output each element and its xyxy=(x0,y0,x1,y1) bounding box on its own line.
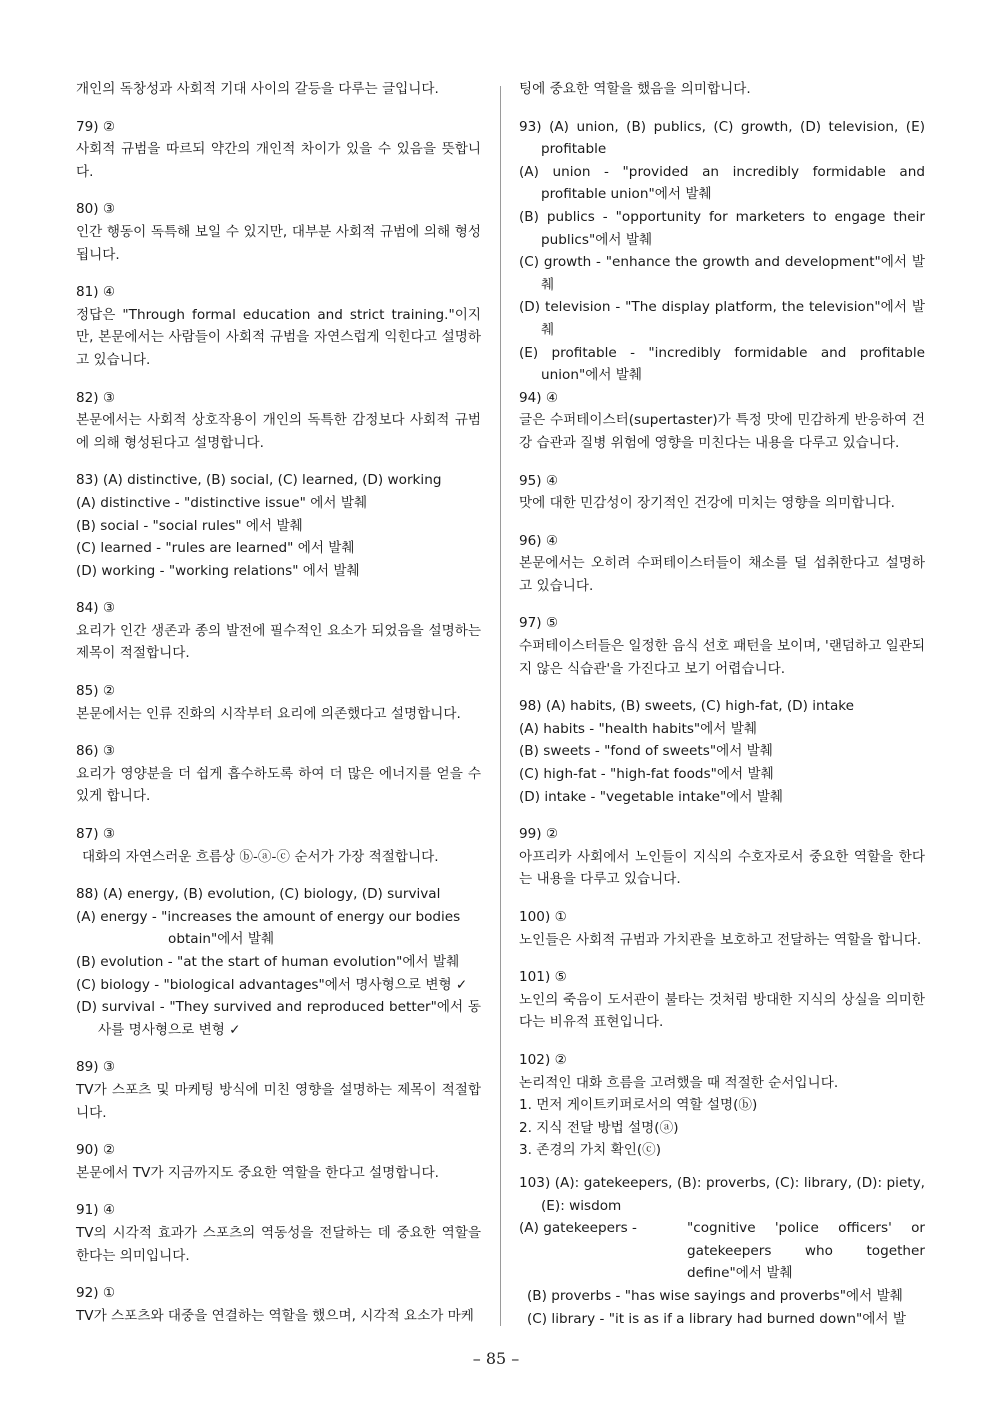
answer-88-a: (A) energy - "increases the amount of energy our bodies xyxy=(76,908,461,925)
answer-96-heading: 96) ④ xyxy=(519,532,559,549)
answer-100-heading: 100) ① xyxy=(519,909,567,925)
answer-103-b: (B) proverbs - "has wise sayings and proverbs"에서 발췌 xyxy=(527,1287,903,1304)
answer-99-text: 아프리카 사회에서 노인들이 지식의 수호자로서 중요한 역할을 한다는 내용을 다루고 있습니다. xyxy=(519,848,925,888)
answer-95-heading: 95) ④ xyxy=(519,472,559,489)
answer-98-d: (D) intake - "vegetable intake"에서 발췌 xyxy=(519,788,784,805)
right-column xyxy=(519,78,925,1330)
answer-87-heading: 87) ③ xyxy=(76,826,116,843)
answer-86-text: 요리가 영양분을 더 쉽게 흡수하도록 하여 더 많은 에너지를 얻을 수 있게 합니다. xyxy=(76,765,481,805)
answer-83-d: (D) working - "working relations" 에서 발췌 xyxy=(76,562,360,579)
answer-98-b: (B) sweets - "fond of sweets"에서 발췌 xyxy=(519,743,773,760)
answer-98-heading: 98) (A) habits, (B) sweets, (C) high-fat, (D) intake xyxy=(519,698,855,715)
answer-96-text: 본문에서는 오히려 수퍼테이스터들이 채소를 덜 섭취한다고 설명하고 있습니다. xyxy=(519,555,925,594)
answer-83-b: (B) social - "social rules" 에서 발췌 xyxy=(76,517,303,534)
answer-91-heading: 91) ④ xyxy=(76,1202,116,1219)
answer-98-c: (C) high-fat - "high-fat foods"에서 발췌 xyxy=(519,766,774,783)
answer-102-step-2: 2. 지식 전달 방법 설명(ⓐ) xyxy=(519,1119,679,1136)
answer-97-heading: 97) ⑤ xyxy=(519,615,559,632)
answer-86-heading: 86) ③ xyxy=(76,743,116,760)
answer-103-heading: 103) (A): gatekeepers, (B): proverbs, (C): library, (D): piety, (E): wisdom xyxy=(519,1174,925,1214)
answer-87-text: 대화의 자연스러운 흐름상 ⓑ-ⓐ-ⓒ 순서가 가장 적절합니다. xyxy=(82,848,439,865)
answer-80-heading: 80) ③ xyxy=(76,201,116,218)
answer-92-text: TV가 스포츠와 대중을 연결하는 역할을 했으며, 시각적 요소가 마케 xyxy=(76,1307,474,1324)
column-divider xyxy=(500,86,501,1326)
answer-79-text: 사회적 규범을 따르되 약간의 개인적 차이가 있을 수 있음을 뜻합니다. xyxy=(76,141,481,180)
answer-93-c: (C) growth - "enhance the growth and development"에서 발췌 xyxy=(519,254,925,293)
answer-89-text: TV가 스포츠 및 마케팅 방식에 미친 영향을 설명하는 제목이 적절합니다. xyxy=(76,1081,481,1121)
answer-79-heading: 79) ② xyxy=(76,118,116,135)
answer-93-e: (E) profitable - "incredibly formidable and profitable union"에서 발췌 xyxy=(519,344,925,384)
answer-95-text: 맛에 대한 민감성이 장기적인 건강에 미치는 영향을 의미합니다. xyxy=(519,495,895,512)
answer-83-a: (A) distinctive - "distinctive issue" 에서 발췌 xyxy=(76,494,368,511)
answer-88-heading: 88) (A) energy, (B) evolution, (C) biology, (D) survival xyxy=(76,886,441,903)
answer-90-text: 본문에서 TV가 지금까지도 중요한 역할을 한다고 설명합니다. xyxy=(76,1164,440,1181)
answer-81-heading: 81) ④ xyxy=(76,284,116,301)
answer-88-b: (B) evolution - "at the start of human evolution"에서 발췌 xyxy=(76,954,460,970)
answer-91-text: TV의 시각적 효과가 스포츠의 역동성을 전달하는 데 중요한 역할을 한다는 의미입니다. xyxy=(76,1224,481,1264)
answer-88-a-cont: obtain"에서 발췌 xyxy=(168,931,275,948)
answer-98-a: (A) habits - "health habits"에서 발췌 xyxy=(519,720,758,737)
answer-101-text: 노인의 죽음이 도서관이 불타는 것처럼 방대한 지식의 상실을 의미한다는 비유적 표현입니다. xyxy=(519,991,925,1031)
answer-84-text: 요리가 인간 생존과 종의 발전에 필수적인 요소가 되었음을 설명하는 제목이 적절합니다. xyxy=(76,622,481,662)
answer-90-heading: 90) ② xyxy=(76,1142,116,1159)
answer-92-heading: 92) ① xyxy=(76,1285,116,1302)
answer-102-step-3: 3. 존경의 가치 확인(ⓒ) xyxy=(519,1142,662,1159)
answer-83-c: (C) learned - "rules are learned" 에서 발췌 xyxy=(76,540,355,557)
answer-103-a-row xyxy=(519,1217,925,1285)
answer-93-d: (D) television - "The display platform, the television"에서 발췌 xyxy=(519,299,925,338)
answer-102-heading: 102) ② xyxy=(519,1051,567,1068)
answer-88-d: (D) survival - "They survived and reproduced better"에서 동사를 명사형으로 변형 ✓ xyxy=(76,999,481,1038)
answer-103-a-value: "cognitive 'police officers' or gatekeepers who together define"에서 발췌 xyxy=(687,1220,925,1282)
answer-100-text: 노인들은 사회적 규범과 가치관을 보호하고 전달하는 역할을 합니다. xyxy=(519,931,922,948)
answer-94-text: 글은 수퍼테이스터(supertaster)가 특정 맛에 민감하게 반응하여 건강 습관과 질병 위험에 영향을 미친다는 내용을 다루고 있습니다. xyxy=(519,412,925,451)
answer-93-heading: 93) (A) union, (B) publics, (C) growth, (D) television, (E) profitable xyxy=(519,118,925,158)
left-column xyxy=(76,78,481,1327)
page-number: – 85 – xyxy=(472,1349,520,1368)
answer-94-heading: 94) ④ xyxy=(519,389,559,406)
answer-93-b: (B) publics - "opportunity for marketers to engage their publics"에서 발췌 xyxy=(519,208,925,248)
answer-93-a: (A) union - "provided an incredibly formidable and profitable union"에서 발췌 xyxy=(519,163,925,203)
answer-85-text: 본문에서는 인류 진화의 시작부터 요리에 의존했다고 설명합니다. xyxy=(76,705,461,722)
answer-84-heading: 84) ③ xyxy=(76,600,116,617)
answer-83-heading: 83) (A) distinctive, (B) social, (C) learned, (D) working xyxy=(76,472,442,489)
answer-97-text: 수퍼테이스터들은 일정한 음식 선호 패턴을 보이며, '랜덤하고 일관되지 않은 식습관'을 가진다고 보기 어렵습니다. xyxy=(519,638,925,677)
answer-101-heading: 101) ⑤ xyxy=(519,969,567,986)
answer-92-continued: 팅에 중요한 역할을 했음을 의미합니다. xyxy=(519,81,751,97)
answer-82-text: 본문에서는 사회적 상호작용이 개인의 독특한 감정보다 사회적 규범에 의해 형성된다고 설명합니다. xyxy=(76,412,481,451)
answer-103-c: (C) library - "it is as if a library had burned down"에서 발 xyxy=(527,1310,906,1327)
answer-103-a-key: (A) gatekeepers - xyxy=(519,1220,637,1237)
answer-102-step-1: 1. 먼저 게이트키퍼로서의 역할 설명(ⓑ) xyxy=(519,1097,758,1114)
answer-82-heading: 82) ③ xyxy=(76,389,116,406)
answer-80-text: 인간 행동이 독특해 보일 수 있지만, 대부분 사회적 규범에 의해 형성됩니다. xyxy=(76,223,481,263)
answer-99-heading: 99) ② xyxy=(519,826,559,843)
answer-85-heading: 85) ② xyxy=(76,683,116,700)
answer-102-text: 논리적인 대화 흐름을 고려했을 때 적절한 순서입니다. xyxy=(519,1074,839,1091)
answer-88-c: (C) biology - "biological advantages"에서 명사형으로 변형 ✓ xyxy=(76,976,468,993)
answer-89-heading: 89) ③ xyxy=(76,1059,116,1076)
answer-81-text: 정답은 "Through formal education and strict training."이지만, 본문에서는 사람들이 사회적 규범을 자연스럽게 익힌다고 설명하고 있습니다. xyxy=(76,306,481,368)
intro-text: 개인의 독창성과 사회적 기대 사이의 갈등을 다루는 글입니다. xyxy=(76,81,439,97)
